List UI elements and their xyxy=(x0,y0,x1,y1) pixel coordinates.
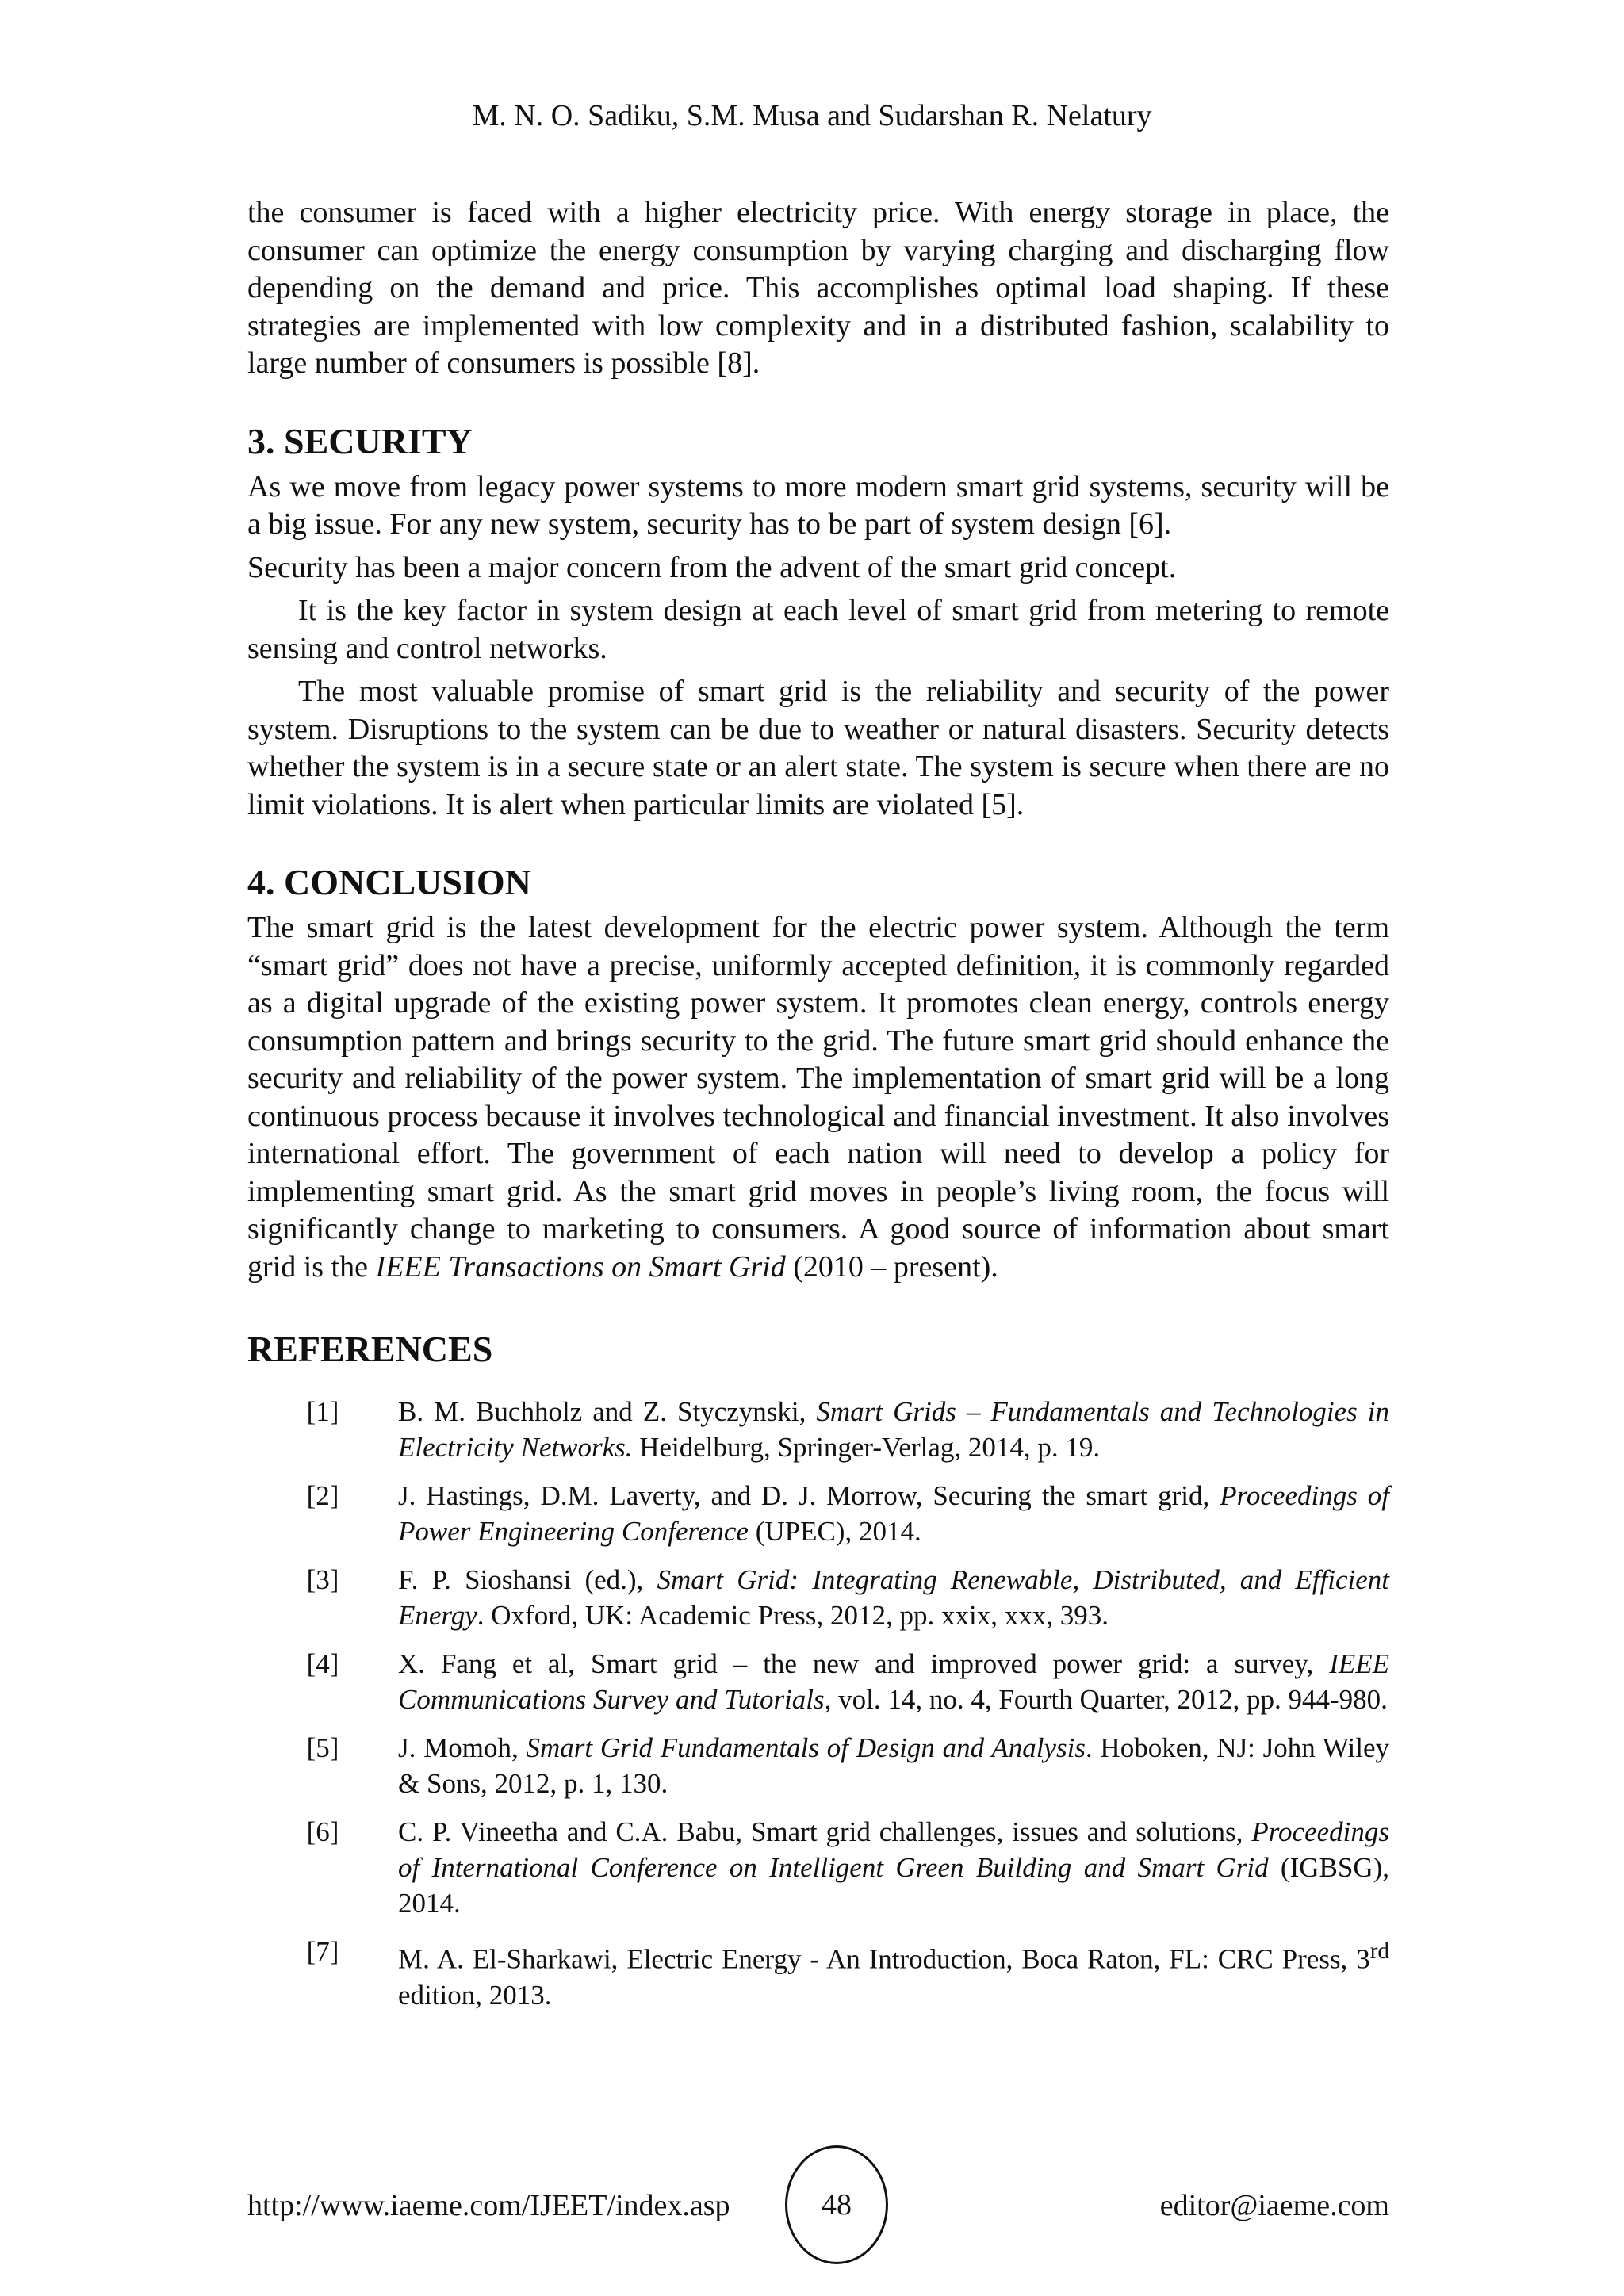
conclusion-heading: 4. CONCLUSION xyxy=(247,862,531,902)
reference-item-1 xyxy=(247,1394,1389,1465)
reference-item-3 xyxy=(247,1562,1389,1633)
page-number: 48 xyxy=(822,2188,852,2221)
intro-paragraph: the consumer is faced with a higher electricity price. With energy storage in place, the consumer can optimize the energy consumption by varying charging and discharging flow depending on the demand and price. This accomplishes optimal load shaping. If these strategies are implemented with low complexity and in a distributed fashion, scalability to large number of consumers is possible [8]. xyxy=(247,196,1389,380)
reference-text: M. A. El-Sharkawi, Electric Energy - An Introduction, Boca Raton, FL: CRC Press, 3rd edition, 2013. xyxy=(398,1938,1389,2011)
reference-text: C. P. Vineetha and C.A. Babu, Smart grid challenges, issues and solutions, Proceedings of International Conference on Intelligent Green Building and Smart Grid (IGBSG), 2014. xyxy=(398,1816,1390,1919)
reference-number: [5] xyxy=(306,1732,339,1763)
reference-text: B. M. Buchholz and Z. Styczynski, Smart Grids – Fundamentals and Technologies in Electricity Networks. Heidelburg, Springer-Verlag, 2014, p. 19. xyxy=(398,1396,1389,1463)
page-footer xyxy=(247,2145,1389,2264)
reference-number: [2] xyxy=(306,1480,339,1511)
reference-text: J. Hastings, D.M. Laverty, and D. J. Morrow, Securing the smart grid, Proceedings of Power Engineering Conference (UPEC), 2014. xyxy=(398,1480,1390,1547)
page-number-circle xyxy=(785,2145,888,2264)
body-column xyxy=(247,194,1389,2026)
security-paragraph-4: The most valuable promise of smart grid is the reliability and security of the power system. Disruptions to the system can be due to weather or natural disasters. Security detects whether the system is in a secure state or an alert state. The system is secure when there are no limit violations. It is alert when particular limits are violated [5]. xyxy=(247,675,1389,821)
reference-number: [1] xyxy=(306,1396,339,1427)
security-paragraph-2: Security has been a major concern from the advent of the smart grid concept. xyxy=(247,550,1177,584)
reference-number: [7] xyxy=(306,1936,339,1967)
reference-text: X. Fang et al, Smart grid – the new and improved power grid: a survey, IEEE Communications Survey and Tutorials, vol. 14, no. 4, Fourth Quarter, 2012, pp. 944-980. xyxy=(398,1648,1389,1715)
running-head: M. N. O. Sadiku, S.M. Musa and Sudarshan R. Nelatury xyxy=(472,99,1152,132)
references-heading: REFERENCES xyxy=(247,1329,493,1369)
conclusion-paragraph xyxy=(247,909,1389,1286)
reference-item-2 xyxy=(247,1478,1389,1549)
reference-number: [6] xyxy=(306,1816,339,1847)
reference-list xyxy=(247,1394,1389,2013)
reference-number: [4] xyxy=(306,1648,339,1679)
reference-item-6 xyxy=(247,1814,1389,1921)
reference-item-5 xyxy=(247,1730,1389,1801)
reference-number: [3] xyxy=(306,1564,339,1595)
security-paragraph-1: As we move from legacy power systems to more modern smart grid systems, security will be a big issue. For any new system, security has to be part of system design [6]. xyxy=(247,469,1389,541)
security-paragraph-3: It is the key factor in system design at each level of smart grid from metering to remote sensing and control networks. xyxy=(247,594,1389,665)
reference-text: F. P. Sioshansi (ed.), Smart Grid: Integrating Renewable, Distributed, and Efficient Energy. Oxford, UK: Academic Press, 2012, pp. xxix, xxx, 393. xyxy=(398,1564,1389,1631)
footer-url-link[interactable]: http://www.iaeme.com/IJEET/index.asp xyxy=(247,2189,730,2222)
reference-item-7 xyxy=(247,1934,1389,2013)
conclusion-text-tail: (2010 – present). xyxy=(785,1249,998,1284)
conclusion-journal-title: IEEE Transactions on Smart Grid xyxy=(375,1249,786,1284)
reference-text: J. Momoh, Smart Grid Fundamentals of Design and Analysis. Hoboken, NJ: John Wiley & Sons, 2012, p. 1, 130. xyxy=(398,1732,1389,1799)
footer-email-link[interactable]: editor@iaeme.com xyxy=(1159,2189,1389,2222)
reference-item-4 xyxy=(247,1646,1389,1717)
conclusion-text: The smart grid is the latest development for the electric power system. Although the term “smart grid” does not have a precise, uniformly accepted definition, it is commonly regarded as a digital upgrade of the existing power system. It promotes clean energy, controls energy consumption pattern and brings security to the grid. The future smart grid should enhance the security and reliability of the power system. The implementation of smart grid will be a long continuous process because it involves technological and financial investment. It also involves international effort. The government of each nation will need to develop a policy for implementing smart grid. As the smart grid moves in people’s living room, the focus will significantly change to marketing to consumers. A good source of information about smart grid is the xyxy=(247,911,1389,1284)
security-heading: 3. SECURITY xyxy=(247,420,473,461)
